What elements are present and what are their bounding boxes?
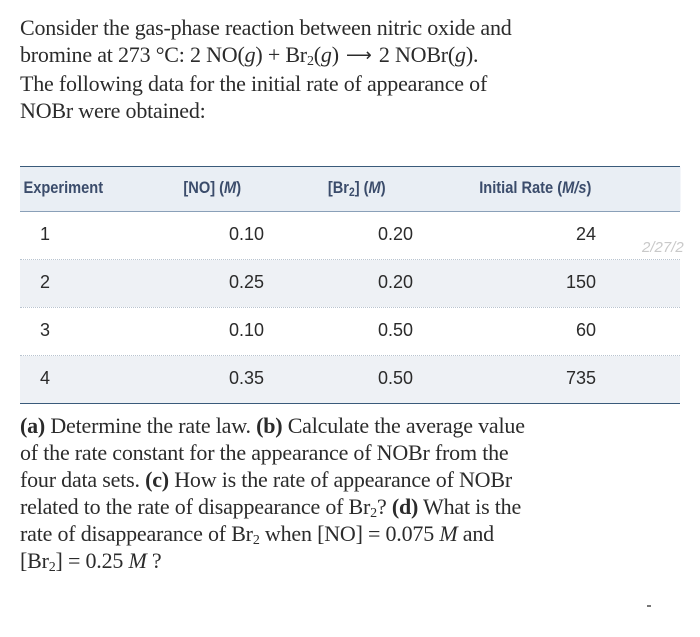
header-rate-close: ) (586, 178, 592, 197)
header-br2 (328, 178, 386, 198)
cell-rate: 150 (565, 272, 596, 292)
subscript: 2 (370, 506, 377, 521)
table-row (20, 212, 680, 259)
header-rate-unit: M/s (562, 178, 587, 197)
subscript: 2 (48, 560, 56, 575)
intro-text-2f: ). (465, 42, 479, 67)
intro-line-4 (20, 97, 688, 124)
part-c-text-3: ? (376, 494, 392, 519)
header-br2-text: [Br (327, 178, 350, 197)
cell-experiment: 2 (40, 272, 51, 292)
gas-symbol: g (455, 42, 466, 67)
rate-data-table (20, 166, 680, 404)
intro-text-4: NOBr were obtained: (20, 98, 206, 123)
part-c-label: (c) (145, 467, 169, 492)
cell-br2: 0.50 (378, 368, 414, 388)
intro-text-2b: ) + Br (255, 42, 307, 67)
header-br2-subscript: 2 (349, 185, 355, 199)
cell-br2: 0.20 (378, 272, 414, 292)
part-c-text-2: related to the rate of disappearance of Br (20, 494, 371, 519)
header-no-unit: M (224, 178, 237, 197)
molar-unit: M (128, 548, 147, 573)
question-line-1 (20, 412, 688, 439)
gas-symbol: g (320, 42, 332, 67)
question-line-6 (20, 547, 688, 574)
cell-experiment: 3 (40, 320, 51, 340)
intro-text-3: The following data for the initial rate of appearance of (20, 71, 488, 96)
part-a-text: Determine the rate law. (45, 413, 257, 438)
part-d-text-3: when [NO] = 0.075 (259, 521, 440, 546)
question-line-4 (20, 493, 688, 520)
part-a-label: (a) (20, 413, 46, 438)
table-bottom-rule (20, 403, 680, 404)
molar-unit: M (439, 521, 458, 546)
header-initial-rate (479, 178, 591, 198)
problem-questions (20, 412, 688, 574)
intro-line-1 (20, 14, 688, 41)
table-header-row (20, 167, 680, 211)
problem-intro (20, 14, 688, 124)
intro-text-2a: bromine at 273 °C: 2 NO( (20, 42, 245, 67)
intro-text-2e: 2 NOBr( (378, 42, 456, 67)
header-br2-mid: ] ( (354, 178, 369, 197)
cell-rate: 60 (575, 320, 596, 340)
part-d-text-2: rate of disappearance of Br (20, 521, 253, 546)
gas-symbol: g (244, 42, 256, 67)
part-d-text-6: ] = 0.25 (55, 548, 129, 573)
cell-rate: 735 (565, 368, 596, 388)
cell-experiment: 4 (40, 368, 51, 388)
question-line-2 (20, 439, 688, 466)
table-row (20, 308, 680, 355)
intro-text-2c: ( (313, 42, 321, 67)
part-b-text-1: Calculate the average value (282, 413, 525, 438)
part-b-label: (b) (256, 413, 283, 438)
intro-line-3 (20, 70, 688, 97)
part-d-text-1: What is the (418, 494, 522, 519)
header-experiment (23, 178, 103, 198)
intro-text-2d: ) (331, 42, 339, 67)
intro-line-2 (20, 41, 688, 70)
cell-br2: 0.50 (378, 320, 414, 340)
subscript: 2 (252, 533, 260, 548)
header-experiment-text: Experiment (23, 178, 104, 197)
header-no-close: ) (236, 178, 242, 197)
header-br2-unit: M (368, 178, 381, 197)
header-rate-text: Initial Rate ( (479, 178, 563, 197)
cell-rate: 24 (575, 224, 596, 244)
part-d-text-7: ? (146, 548, 162, 573)
cell-no: 0.10 (229, 224, 265, 244)
header-no (183, 178, 241, 198)
cell-no: 0.10 (229, 320, 265, 340)
part-b-text-2: of the rate constant for the appearance of NOBr from the (20, 440, 509, 465)
cell-no: 0.25 (229, 272, 265, 292)
cell-experiment: 1 (40, 224, 51, 244)
header-br2-close: ) (380, 178, 386, 197)
part-d-label: (d) (391, 494, 419, 519)
part-b-text-3: four data sets. (20, 467, 146, 492)
question-line-3 (20, 466, 688, 493)
cell-no: 0.35 (229, 368, 265, 388)
reaction-arrow-icon: ⟶ (346, 45, 372, 66)
question-line-5 (20, 520, 688, 547)
header-no-text: [NO] ( (183, 178, 225, 197)
watermark-text: 2/27/2 (642, 239, 684, 256)
part-c-text-1: How is the rate of appearance of NOBr (168, 467, 512, 492)
stray-mark (647, 605, 651, 607)
cell-br2: 0.20 (378, 224, 414, 244)
subscript: 2 (306, 54, 314, 69)
intro-text-1: Consider the gas-phase reaction between nitric oxide and (20, 15, 512, 40)
table-row (20, 356, 680, 403)
part-d-text-4: and (457, 521, 494, 546)
part-d-text-5: [Br (20, 548, 49, 573)
table-row (20, 260, 680, 307)
